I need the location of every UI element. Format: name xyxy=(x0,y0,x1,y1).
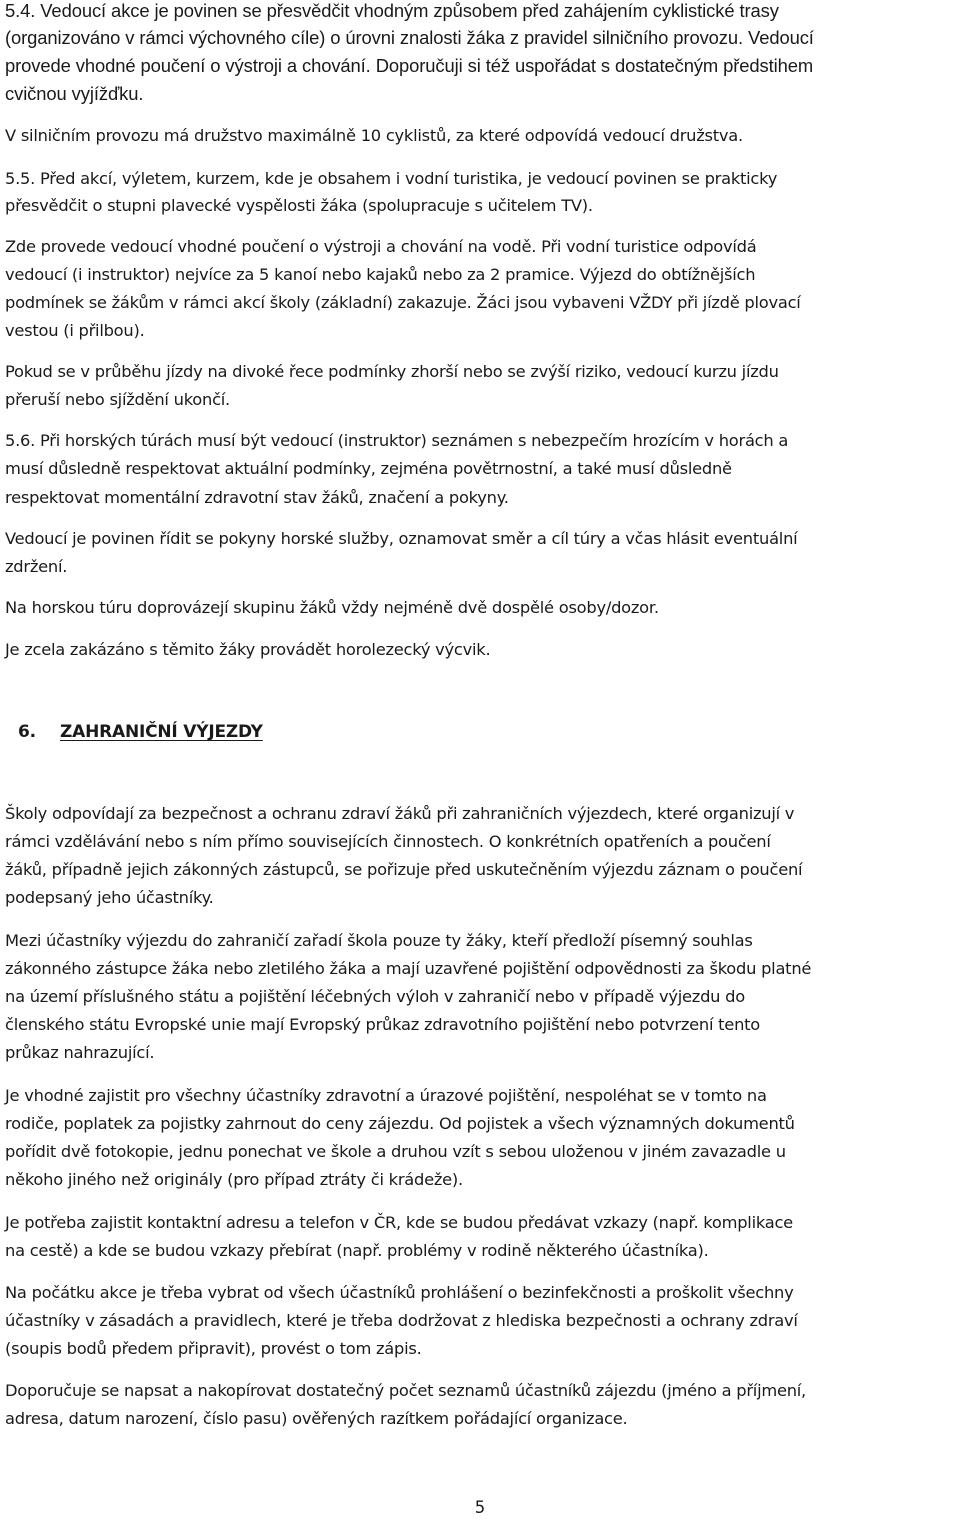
text-line: Je zcela zakázáno s těmito žáky provádět horolezecký výcvik. xyxy=(5,640,491,659)
text-line: respektovat momentální zdravotní stav žáků, značení a pokyny. xyxy=(5,488,509,507)
text-line: zákonného zástupce žáka nebo zletilého žáka a mají uzavřené pojištění odpovědnosti za škodu platné xyxy=(5,959,812,978)
text-line: Zde provede vedoucí vhodné poučení o výstroji a chování na vodě. Při vodní turistice odpovídá xyxy=(5,237,757,256)
text-line: (soupis bodů předem připravit), provést o tom zápis. xyxy=(5,1339,422,1358)
section-heading xyxy=(18,722,263,742)
text-line: Na počátku akce je třeba vybrat od všech účastníků prohlášení o bezinfekčnosti a proškolit všechny xyxy=(5,1283,794,1302)
text-line: Na horskou túru doprovázejí skupinu žáků vždy nejméně dvě dospělé osoby/dozor. xyxy=(5,598,659,617)
text-line: rodiče, poplatek za pojistky zahrnout do ceny zájezdu. Od pojistek a všech významných dokumentů xyxy=(5,1114,795,1133)
text-line: Mezi účastníky výjezdu do zahraničí zařadí škola pouze ty žáky, kteří předloží písemný souhlas xyxy=(5,931,753,950)
text-line: Je vhodné zajistit pro všechny účastníky zdravotní a úrazové pojištění, nespoléhat se v tomto na xyxy=(5,1086,767,1105)
text-line: musí důsledně respektovat aktuální podmínky, zejména povětrnostní, a také musí důsledně xyxy=(5,459,732,478)
text-line: adresa, datum narození, číslo pasu) ověřených razítkem pořádající organizace. xyxy=(5,1409,628,1428)
text-line: 5.4. Vedoucí akce je povinen se přesvědčit vhodným způsobem před zahájením cyklistické trasy xyxy=(5,0,779,21)
text-line: přeruší nebo sjíždění ukončí. xyxy=(5,390,230,409)
section-number: 6. xyxy=(18,722,36,742)
text-line: žáků, případně jejich zákonných zástupců, se pořizuje před uskutečněním výjezdu záznam o poučení xyxy=(5,860,803,879)
text-line: Školy odpovídají za bezpečnost a ochranu zdraví žáků při zahraničních výjezdech, které organizují v xyxy=(5,804,795,823)
page-number: 5 xyxy=(474,1498,486,1517)
text-line: na území příslušného státu a pojištění léčebných výloh v zahraničí nebo v případě výjezdu do xyxy=(5,987,745,1006)
text-line: 5.5. Před akcí, výletem, kurzem, kde je obsahem i vodní turistika, je vedoucí povinen se prakticky xyxy=(5,169,778,188)
text-line: rámci vzdělávání nebo s ním přímo souvisejících činnostech. O konkrétních opatřeních a poučení xyxy=(5,832,771,851)
text-line: vedoucí (i instruktor) nejvíce za 5 kanoí nebo kajaků nebo za 2 pramice. Výjezd do obtížnějších xyxy=(5,265,756,284)
text-line: průkaz nahrazující. xyxy=(5,1043,155,1062)
text-line: na cestě) a kde se budou vzkazy přebírat (např. problémy v rodině některého účastníka). xyxy=(5,1241,709,1260)
text-line: někoho jiného než originály (pro případ ztráty či krádeže). xyxy=(5,1170,463,1189)
text-line: V silničním provozu má družstvo maximálně 10 cyklistů, za které odpovídá vedoucí družstva. xyxy=(5,126,743,145)
text-line: 5.6. Při horských túrách musí být vedoucí (instruktor) seznámen s nebezpečím hrozícím v horách a xyxy=(5,431,789,450)
text-line: (organizováno v rámci výchovného cíle) o úrovni znalosti žáka z pravidel silničního provozu. Vedoucí xyxy=(5,27,814,48)
text-line: zdržení. xyxy=(5,557,68,576)
text-line: podmínek se žákům v rámci akcí školy (základní) zakazuje. Žáci jsou vybaveni VŽDY při jízdě plovací xyxy=(5,293,801,312)
text-line: členského státu Evropské unie mají Evropský průkaz zdravotního pojištění nebo potvrzení tento xyxy=(5,1015,760,1034)
text-line: provede vhodné poučení o výstroji a chování. Doporučuji si též uspořádat s dostatečným předstihem xyxy=(5,55,814,76)
text-line: Doporučuje se napsat a nakopírovat dostatečný počet seznamů účastníků zájezdu (jméno a příjmení, xyxy=(5,1381,806,1400)
text-line: Vedoucí je povinen řídit se pokyny horské služby, oznamovat směr a cíl túry a včas hlásit eventuální xyxy=(5,529,798,548)
text-line: cvičnou vyjížďku. xyxy=(5,83,144,104)
text-line: přesvědčit o stupni plavecké vyspělosti žáka (spolupracuje s učitelem TV). xyxy=(5,196,593,215)
section-title: ZAHRANIČNÍ VÝJEZDY xyxy=(60,722,263,742)
text-line: podepsaný jeho účastníky. xyxy=(5,888,214,907)
text-line: účastníky v zásadách a pravidlech, které je třeba dodržovat z hlediska bezpečnosti a ochrany zdraví xyxy=(5,1311,798,1330)
text-line: Je potřeba zajistit kontaktní adresu a telefon v ČR, kde se budou předávat vzkazy (např. komplikace xyxy=(5,1213,793,1232)
text-line: vestou (i přilbou). xyxy=(5,321,145,340)
text-line: pořídit dvě fotokopie, jednu ponechat ve škole a druhou vzít s sebou uloženou v jiném zavazadle u xyxy=(5,1142,786,1161)
text-line: Pokud se v průběhu jízdy na divoké řece podmínky zhorší nebo se zvýší riziko, vedoucí kurzu jízdu xyxy=(5,362,779,381)
